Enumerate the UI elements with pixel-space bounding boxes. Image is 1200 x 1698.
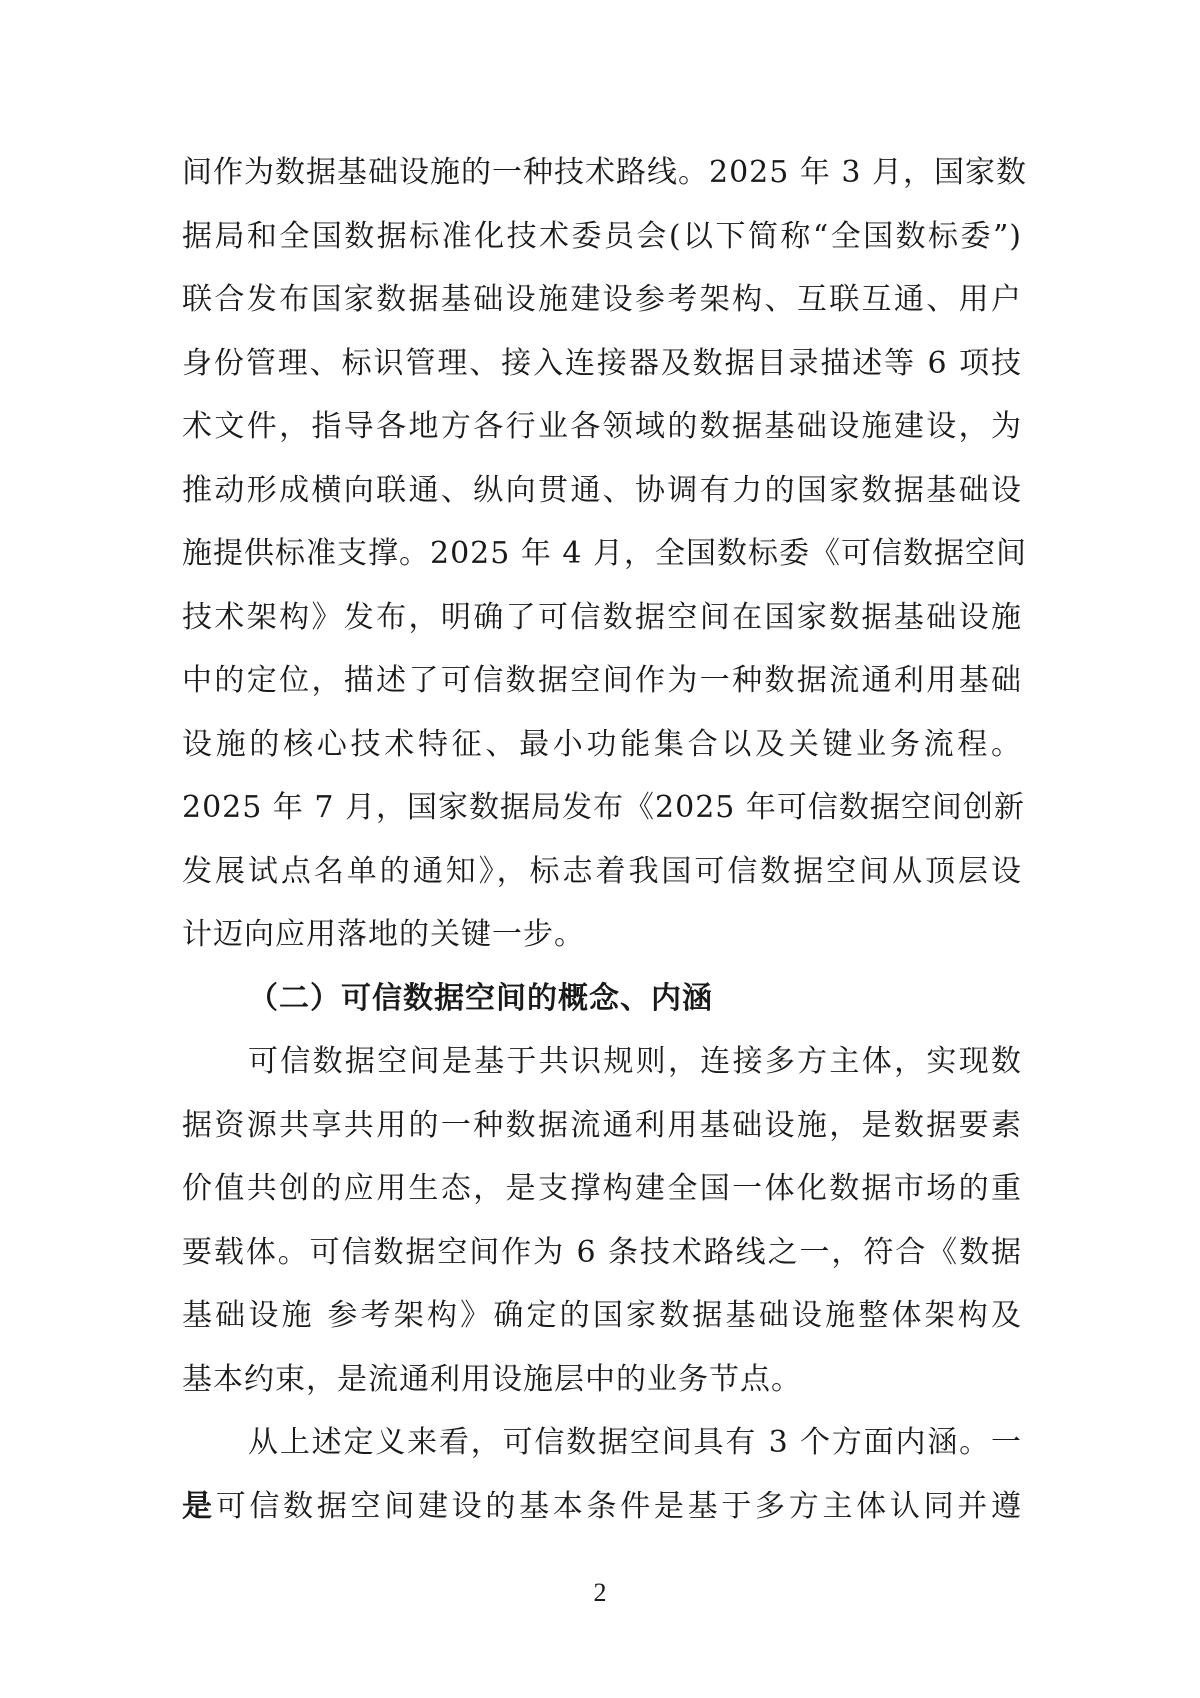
paragraph-line: 联合发布国家数据基础设施建设参考架构、互联互通、用户 — [182, 282, 1022, 317]
page-number: 2 — [593, 1578, 607, 1607]
paragraph-line: 间作为数据基础设施的一种技术路线。2025 年 3 月，国家数 — [182, 155, 1028, 190]
paragraph-line: 基础设施 参考架构》确定的国家数据基础设施整体架构及 — [182, 1298, 1022, 1333]
paragraph-line-mixed — [182, 1475, 1022, 1539]
paragraph-line: 价值共创的应用生态，是支撑构建全国一体化数据市场的重 — [182, 1171, 1022, 1206]
paragraph-line: 要载体。可信数据空间作为 6 条技术路线之一，符合《数据 — [182, 1234, 1022, 1270]
body-text — [182, 141, 1028, 1538]
paragraph-line: 设施的核心技术特征、最小功能集合以及关键业务流程。 — [182, 726, 1022, 762]
paragraph-line: 据局和全国数据标准化技术委员会(以下简称“全国数标委”) — [182, 218, 1022, 254]
bold-ordinal: 是 — [182, 1488, 216, 1524]
paragraph-line: 据资源共享共用的一种数据流通利用基础设施，是数据要素 — [182, 1107, 1022, 1143]
paragraph-line: 技术架构》发布，明确了可信数据空间在国家数据基础设施 — [182, 599, 1022, 635]
paragraph-line: 可信数据空间是基于共识规则，连接多方主体，实现数 — [248, 1044, 1022, 1079]
paragraph-line: 中的定位，描述了可信数据空间作为一种数据流通利用基础 — [182, 663, 1022, 698]
paragraph-line: 发展试点名单的通知》，标志着我国可信数据空间从顶层设 — [182, 853, 1022, 889]
paragraph-line: 2025 年 7 月，国家数据局发布《2025 年可信数据空间创新 — [182, 790, 1025, 825]
paragraph-line: 施提供标准支撑。2025 年 4 月，全国数标委《可信数据空间 — [182, 536, 1028, 571]
paragraph-line-rest: 可信数据空间建设的基本条件是基于多方主体认同并遵 — [215, 1488, 1023, 1524]
paragraph-line: 基本约束，是流通利用设施层中的业务节点。 — [182, 1361, 802, 1397]
paragraph-line: 推动形成横向联通、纵向贯通、协调有力的国家数据基础设 — [182, 472, 1022, 508]
paragraph-line: 身份管理、标识管理、接入连接器及数据目录描述等 6 项技 — [182, 345, 1022, 381]
paragraph-line: 计迈向应用落地的关键一步。 — [182, 917, 585, 952]
paragraph-line: 术文件，指导各地方各行业各领域的数据基础设施建设，为 — [182, 409, 1022, 444]
paragraph-line: 从上述定义来看，可信数据空间具有 3 个方面内涵。一 — [248, 1425, 1022, 1460]
section-heading: （二）可信数据空间的概念、内涵 — [248, 980, 713, 1016]
